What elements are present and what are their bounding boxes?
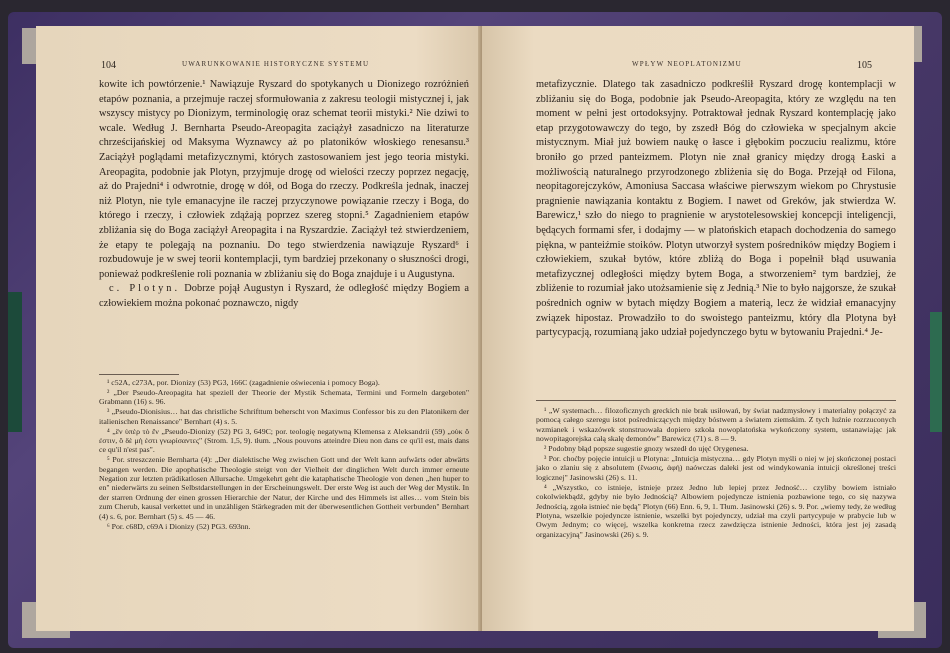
- footnote: ² „Der Pseudo-Areopagita hat speziell der Theorie der Mystik Schemata, Termini und Formeln dargeboten" Grabmann (16) s. 96.: [99, 387, 469, 407]
- footnote: ² Podobny błąd popsze sugestie gnozy wszedł do ujęć Orygenesa.: [544, 444, 749, 454]
- right-body: [536, 78, 896, 341]
- cover-edge-left: [8, 292, 22, 432]
- right-footnotes: [536, 406, 896, 540]
- footnote: ⁴ „ἓν ὑπὲρ τὸ ἕν „Pseudo-Dionizy (52) PG 3, 649C; por. teologię negatywną Klemensa z Aleksandrii (59) „οὐκ ὅ ἐστιν, ὃ δὲ μὴ ἐστι γνωρίσαντες" (Strom. 1,5, 9). tłum. „Nous pouvons atteindre Dieu non dans ce qu'il est, mais dans ce qu'il n'est pas".: [99, 426, 469, 455]
- cover-edge-right: [930, 312, 942, 432]
- right-paragraph: metafizycznie. Dlatego tak zasadniczo podkreślił Ryszard drogę kontemplacji w zbliżaniu się do Boga, podobnie jak Pseudo-Areopagita, który ze względu na ten moment w pełni jest ortodoksyjny. Potraktował jednak Ryszard kontemplację jako etap przygotowawczy do tego, by zszedł Bóg do człowieka w specjalnym akcie mistycznym. Miał już bowiem naukę o łasce i głębokim poczuciu realizmu, które broniło go przed panteizmem. Plotyn nie znał granicy między drogą Łaski a możliwością naturalnego przyrodzonego zbliżenia się do Boga. Przejął od Filona, neopitagorejczyków, Amoniusa Saccasa właściwe pierwszym wiekom po Chrystusie pragnienie nawiązania kontaktu z Bogiem. I nawet od Greków, jak stwierdza W. Barewicz,¹ szło do niego to pragnienie w arystotelesowskiej koncepcji inteligencji, będących formami sfer, i dodajmy — w platońskich etapach dochodzenia do samego piękna, w panteiźmie stoików. Plotyn utworzył system pośredników między Bogiem i człowiekiem, szukał bytów, które zbliżą do Boga i popełnił błąd usuwania metafizycznej odległości między bytem Boga, a stworzeniem² tym bardziej, że zbliżenie to rozumiał jako utożsamienie się z Jednią.³ Nie to było najgorsze, że szukał pośrednich ogniw w bytach między Bogiem a materią, lecz że widział emanacyjny związek hipostaz. Prowadziło to do swoistego panteizmu, który dla Plotyna był partycypacją, rozumianą jako udział pojedynczego bytu w bytowaniu Prajedni.⁴ Je-: [536, 79, 896, 339]
- footnote: ¹ c52A, c273A, por. Dionizy (53) PG3, 166C (zagadnienie oświecenia i pomocy Boga).: [107, 378, 380, 387]
- left-page-number: 104: [101, 60, 116, 71]
- footnote: ⁶ Por. c68D, c69A i Dionizy (52) PG3. 693nn.: [107, 521, 251, 531]
- section-text: Dobrze pojął Augustyn i Ryszard, że odległość między Bogiem a człowiekiem można pokonać poznawczo, nigdy: [99, 283, 469, 309]
- left-body: [99, 78, 469, 312]
- footnote: ⁵ Por. streszczenie Bernharta (4): „Der dialektische Weg zwischen Gott und der Welt kann aufwärts oder abwärts begangen werden. Die apophatische Theologie steigt von der Vielheit der dinglichen Welt durch immer erneute Negation zur letzten prädikatlosen Allursache. Umgekehrt geht die kataphatische Theologie von denen „hen huper to en" niederwärts zu seinen Selbstdarstellungen in der Erscheinungswelt. Der erste Weg ist auch der Weg der Mystik. In der starren Ordnung der einen grossen Hierarchie der Natur, der Kirche und des Himmels ist alles… vom Stein bis zum Cherub, kausal verkettet und in unzähligen Stärkegraden mit der überwesentlichen Gottheit verbunden" Bernhart (4) s. 6, por. Bernhart (5) s. 45 — 46.: [99, 455, 469, 521]
- footnote: ³ „Pseudo-Dionisius… hat das christliche Schrifttum beherscht von Maximus Confessor bis zu den Platonikern der italienischen Renaissance" Bernhart (4) s. 5.: [99, 407, 469, 426]
- section-label: c. Plotyn.: [109, 283, 181, 295]
- footnote: ³ Por. choćby pojęcie intuicji u Plotyna: „Intuicja mistyczna… gdy Plotyn myśli o niej w jej skończonej postaci jako o zlaniu się z absolutem (ἕνωσις, ἁφή) naówczas daleki jest od windykowania intuicji określonej treści logicznej" Jasinowski (26) s. 11.: [536, 454, 896, 482]
- right-page: [482, 26, 914, 631]
- footnote: ¹ „W systemach… filozoficznych greckich nie brak usiłowań, by świat nadzmysłowy i materialny połączyć za pomocą całego szeregu istot pośredniczących między bóstwem a światem ziemskim. Z tych luźnie rozrzuconych wzmianek i wskazówek stonstruowała dopiero szkoła nowoplatońska wykończony system, ustanawiając jak nowopitagorejska całą skalę demonów" Barewicz (71) s. 8 — 9.: [536, 406, 896, 444]
- left-running-head: UWARUNKOWANIE HISTORYCZNE SYSTEMU: [182, 60, 370, 68]
- left-paragraph: kowite ich powtórzenie.¹ Nawiązuje Ryszard do spotykanych u Dionizego rozróżnień etapów poznania, a przejmuje raczej sformułowania z zakresu teologii mistycznej i, jak wszyscy mistycy po Dionizym, terminologię oraz schemat teorii mistyki.² Nie dziwi to wcale. Według J. Bernharta Pseudo-Areopagita zaciążył zasadniczo na literaturze chrześcijańskiej od Maksyma Wyznawcy aż po platoników włoskiego renesansu.³ Zaciążył poglądami metafizycznymi, których zastosowaniem jest jego teoria mistyki. Areopagita, podobnie jak Plotyn, przyjmuje drogę od wielości rzeczy poprzez negację, aż do Prajedni⁴ i odwrotnie, drogę w dół, od Boga do rzeczy. Podkreśla jednak, inaczej niż Plotyn, nie tyle emanacyjne ile raczej przyczynowe powiązanie rzeczy i Boga, do którego i rzeczy, i człowiek zdążają poprzez szereg stopni.⁵ Zagadnieniem etapów zbliżania się do Boga zaciążył Areopagita i na Ryszardzie. Zaciążył też stwierdzeniem, że etapy te polegają na poznaniu. Do tego stwierdzenia nawiązuje Ryszard⁶ i rozbudowuje je w swej teorii kontemplacji, tym bardziej przekonany o słuszności drogi, ponieważ podkreślenie roli poznania w zbliżaniu się do Boga znajduje i u Augustyna.: [99, 79, 469, 280]
- left-footnotes: [99, 378, 469, 532]
- footnote-rule: [536, 400, 896, 401]
- footnote: ⁴ „Wszystko, co istnieje, istnieje przez Jedno lub lepiej przez Jedność… czyliby bowiem istniało cokolwiekbądź, gdyby nie było Jednością? Albowiem pojedyncze istnienia pozbawione tego, co się nazywa Jednością, zgoła istnieć nie będą" Plotyn (66) Enn. 6, 9, 1. Tłum. Jasinowski (26) s. 9. Por. „wiemy tedy, że według Plotyna, wszelkie pojedyncze istnienie, wszelki byt pojedynczy, udział ma czyli partycypuje w prabycie lub w Owym Jednym; co więcej, wszelka konkretna rzecz zawdzięcza istnienie Jedności, która jest jej zasadą organizacyjną" Jasinowski (26) s. 9.: [536, 482, 896, 539]
- right-running-head: WPŁYW NEOPLATONIZMU: [632, 60, 742, 68]
- footnote-rule: [99, 374, 179, 375]
- right-page-number: 105: [857, 60, 872, 71]
- left-page: [36, 26, 482, 631]
- left-section: [99, 282, 469, 311]
